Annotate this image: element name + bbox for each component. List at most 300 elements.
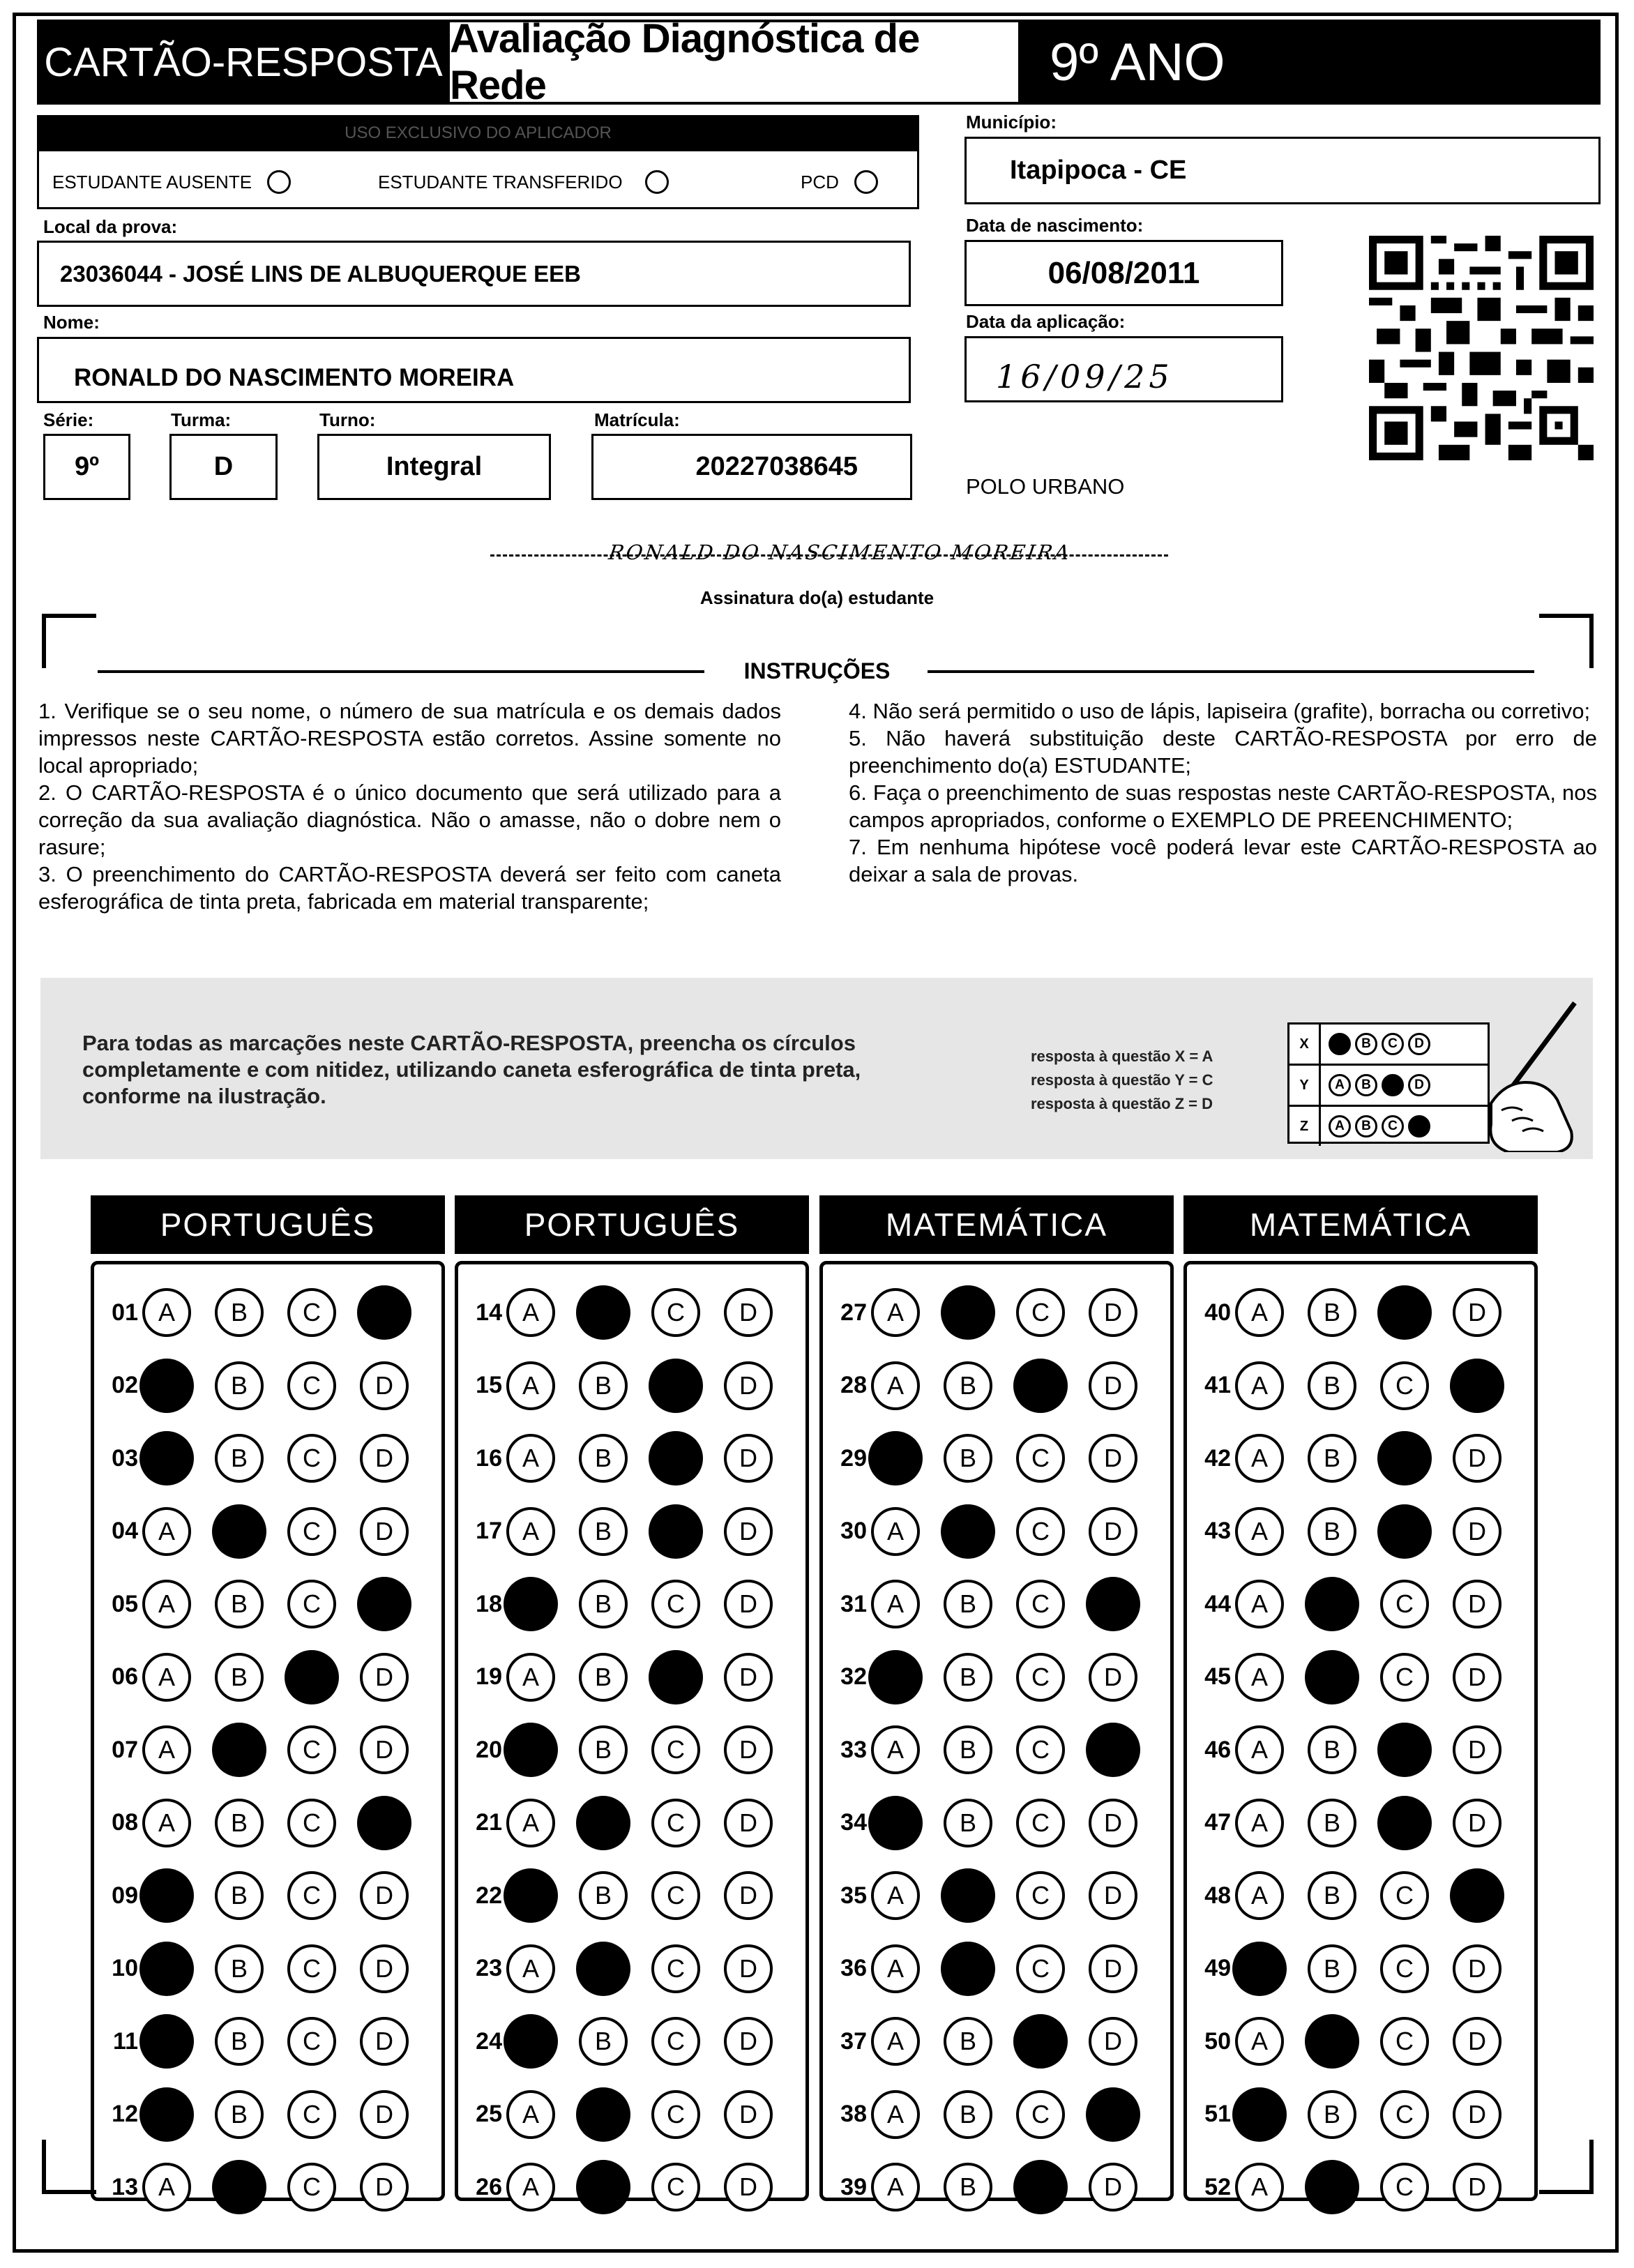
answer-bubble[interactable]: B [944, 1361, 992, 1410]
answer-bubble[interactable]: A [1235, 1507, 1284, 1556]
answer-bubble[interactable]: C [287, 1725, 336, 1774]
answer-bubble[interactable]: D [1453, 2090, 1501, 2139]
answer-bubble[interactable]: A [871, 2090, 920, 2139]
pcd-option[interactable] [801, 170, 878, 194]
answer-bubble[interactable]: B [944, 2017, 992, 2066]
serie-field [43, 434, 130, 500]
question-row [96, 1285, 432, 1340]
municipio-label: Município: [966, 112, 1057, 133]
answer-bubble[interactable]: C [1016, 1580, 1065, 1628]
answer-bubble[interactable]: C [651, 2163, 700, 2212]
answer-bubble[interactable]: C [651, 1799, 700, 1847]
answer-bubble[interactable]: B [215, 2017, 264, 2066]
answer-bubble-filled[interactable] [1305, 1577, 1359, 1631]
answer-bubble[interactable]: A [142, 1507, 191, 1556]
answer-bubble[interactable]: D [1089, 1871, 1137, 1920]
question-row [825, 2087, 1161, 2142]
answer-bubble[interactable]: B [215, 1434, 264, 1483]
question-row [1189, 1722, 1525, 1778]
grade-title: 9º ANO [1050, 32, 1225, 92]
answer-bubble[interactable]: A [506, 1507, 555, 1556]
answer-bubble[interactable]: C [1380, 2163, 1429, 2212]
answer-bubble[interactable]: D [360, 1725, 409, 1774]
answer-bubble[interactable]: D [724, 1799, 773, 1847]
answer-bubble[interactable]: D [1089, 1799, 1137, 1847]
answer-bubble[interactable]: D [1453, 1799, 1501, 1847]
answer-bubble[interactable]: C [287, 1288, 336, 1337]
answer-bubble[interactable]: C [287, 1434, 336, 1483]
answer-bubble-filled[interactable] [868, 1431, 923, 1485]
answer-bubble-filled[interactable] [1086, 1577, 1140, 1631]
answer-bubble[interactable]: B [579, 1871, 628, 1920]
question-row [96, 1722, 432, 1778]
answer-bubble-filled[interactable] [357, 1796, 411, 1850]
legend-z: resposta à questão Z = D [1031, 1095, 1213, 1112]
answer-bubble[interactable]: D [1089, 1434, 1137, 1483]
answer-bubble[interactable]: C [651, 1288, 700, 1337]
answer-bubble[interactable]: B [1308, 1944, 1356, 1993]
answer-bubble-filled[interactable] [1013, 1359, 1068, 1413]
answer-bubble[interactable]: C [651, 2017, 700, 2066]
question-row [1189, 1358, 1525, 1414]
subject-header: MATEMÁTICA [819, 1195, 1174, 1254]
answer-bubble[interactable]: C [1380, 1653, 1429, 1702]
answer-bubble[interactable]: A [506, 1434, 555, 1483]
answer-bubble-filled[interactable] [1305, 1650, 1359, 1704]
legend-y: resposta à questão Y = C [1031, 1071, 1213, 1089]
answer-bubble[interactable]: B [215, 1944, 264, 1993]
card-title: CARTÃO-RESPOSTA [44, 39, 443, 85]
answer-bubble[interactable]: A [871, 1944, 920, 1993]
answer-bubble[interactable]: B [944, 2163, 992, 2212]
answer-bubble[interactable]: D [1089, 2163, 1137, 2212]
answer-bubble[interactable]: B [215, 1653, 264, 1702]
answer-bubble-filled[interactable] [576, 1285, 630, 1340]
answer-bubble-filled[interactable] [1232, 1942, 1287, 1996]
question-number: 14 [476, 1299, 502, 1326]
nascimento-field [964, 240, 1283, 306]
answer-bubble-filled[interactable] [576, 1942, 630, 1996]
answer-bubble[interactable]: B [579, 1507, 628, 1556]
question-number: 13 [112, 2173, 138, 2200]
answer-bubble[interactable]: D [1453, 1653, 1501, 1702]
answer-bubble[interactable]: C [1380, 2090, 1429, 2139]
answer-bubble-filled[interactable] [1086, 2087, 1140, 2142]
signature-caption: Assinatura do(a) estudante [699, 587, 935, 608]
serie-value: 9º [74, 452, 99, 481]
answer-bubble[interactable]: C [1380, 1361, 1429, 1410]
answer-bubble[interactable]: D [1453, 2163, 1501, 2212]
qr-code [1369, 236, 1594, 460]
hand-with-pen-icon [1463, 999, 1582, 1152]
answer-bubble[interactable]: D [724, 1653, 773, 1702]
answer-bubble-filled[interactable] [1377, 1431, 1432, 1485]
example-row [1289, 1107, 1488, 1146]
answer-bubble[interactable]: B [579, 1361, 628, 1410]
question-number: 36 [840, 1955, 867, 1981]
example-bubble: C [1382, 1115, 1404, 1137]
answer-bubble[interactable]: D [1089, 1361, 1137, 1410]
corner-bl-v [42, 2140, 46, 2194]
answer-bubble-filled[interactable] [649, 1504, 703, 1559]
answer-bubble[interactable]: B [1308, 1361, 1356, 1410]
answer-bubble[interactable]: A [1235, 1653, 1284, 1702]
answer-bubble-filled[interactable] [649, 1650, 703, 1704]
question-row [1189, 1504, 1525, 1559]
answer-bubble-filled[interactable] [139, 1942, 194, 1996]
example-bubble-filled [1382, 1074, 1404, 1096]
answer-bubble[interactable]: A [142, 1288, 191, 1337]
question-number: 32 [840, 1663, 867, 1690]
question-number: 18 [476, 1590, 502, 1617]
answer-bubble[interactable]: D [360, 1434, 409, 1483]
question-row [825, 1504, 1161, 1559]
legend-x: resposta à questão X = A [1031, 1048, 1213, 1065]
answer-bubble[interactable]: D [360, 2163, 409, 2212]
grade-title-block [1018, 20, 1601, 105]
answer-bubble[interactable]: D [1453, 1580, 1501, 1628]
example-bubble: C [1382, 1033, 1404, 1055]
answer-bubble[interactable]: A [142, 2163, 191, 2212]
answer-bubble[interactable]: A [1235, 1799, 1284, 1847]
answer-bubble[interactable]: D [1453, 1507, 1501, 1556]
answer-bubble[interactable]: D [1453, 1725, 1501, 1774]
answer-bubble[interactable]: B [1308, 1799, 1356, 1847]
transferred-option[interactable] [378, 170, 669, 194]
answer-bubble[interactable]: C [1016, 1944, 1065, 1993]
answer-bubble[interactable]: D [1089, 2017, 1137, 2066]
answer-bubble-filled[interactable] [576, 2087, 630, 2142]
question-row [460, 1430, 796, 1486]
answer-bubble-filled[interactable] [649, 1359, 703, 1413]
answer-bubble[interactable]: A [506, 1361, 555, 1410]
question-number: 22 [476, 1882, 502, 1909]
answer-bubble[interactable]: B [215, 1799, 264, 1847]
question-row [96, 2087, 432, 2142]
answer-bubble[interactable]: C [287, 1580, 336, 1628]
answer-bubble[interactable]: C [651, 1580, 700, 1628]
answer-bubble-filled[interactable] [1450, 1359, 1504, 1413]
corner-bl-h [42, 2190, 96, 2194]
municipio-value: Itapipoca - CE [1010, 156, 1187, 185]
answer-bubble-filled[interactable] [139, 2014, 194, 2069]
answer-bubble-filled[interactable] [1377, 1285, 1432, 1340]
absent-radio[interactable] [267, 170, 291, 194]
answer-bubble[interactable]: D [724, 1580, 773, 1628]
question-number: 07 [112, 1736, 138, 1763]
subject-header: PORTUGUÊS [455, 1195, 809, 1254]
answer-bubble[interactable]: A [1235, 1580, 1284, 1628]
question-row [1189, 2159, 1525, 2215]
answer-bubble[interactable]: A [871, 1871, 920, 1920]
answer-bubble[interactable]: D [360, 1653, 409, 1702]
question-number: 33 [840, 1736, 867, 1763]
answer-bubble[interactable]: B [1308, 1507, 1356, 1556]
answer-bubble[interactable]: B [215, 2090, 264, 2139]
matricula-value: 20227038645 [695, 452, 858, 481]
answer-bubble[interactable]: C [287, 1799, 336, 1847]
nome-field [37, 337, 911, 403]
answer-bubble-filled[interactable] [139, 1868, 194, 1923]
answer-bubble[interactable]: C [287, 1944, 336, 1993]
question-row [460, 1358, 796, 1414]
answer-bubble[interactable]: D [1453, 1944, 1501, 1993]
answer-bubble[interactable]: B [944, 2090, 992, 2139]
question-row [1189, 1430, 1525, 1486]
polo-text: POLO URBANO [966, 474, 1125, 499]
answer-bubble[interactable]: A [871, 2163, 920, 2212]
example-bubble-filled [1408, 1115, 1430, 1137]
answer-bubble[interactable]: B [579, 1725, 628, 1774]
instructions-title: INSTRUÇÕES [743, 658, 891, 683]
answer-bubble[interactable]: D [724, 2090, 773, 2139]
answer-bubble[interactable]: C [1380, 1944, 1429, 1993]
nascimento-value: 06/08/2011 [1047, 255, 1200, 290]
question-row [1189, 1576, 1525, 1632]
answer-bubble[interactable]: A [1235, 1725, 1284, 1774]
question-row [460, 1795, 796, 1851]
answer-bubble[interactable]: A [871, 2017, 920, 2066]
nome-value: RONALD DO NASCIMENTO MOREIRA [74, 363, 515, 391]
answer-bubble[interactable]: B [215, 1871, 264, 1920]
answer-bubble[interactable]: D [724, 1434, 773, 1483]
answer-bubble-filled[interactable] [941, 1942, 995, 1996]
answer-bubble[interactable]: B [579, 1653, 628, 1702]
instruction-1: 1. Verifique se o seu nome, o número de sua matrícula e os demais dados impressos neste CARTÃO-RESPOSTA estão corretos. Assine somente no local apropriado; [38, 699, 781, 778]
answer-bubble[interactable]: B [1308, 1871, 1356, 1920]
pcd-radio[interactable] [854, 170, 878, 194]
answer-bubble[interactable]: A [1235, 1361, 1284, 1410]
answer-bubble[interactable]: C [651, 2090, 700, 2139]
answer-bubble-filled[interactable] [504, 1868, 558, 1923]
answer-bubble-filled[interactable] [1377, 1723, 1432, 1777]
answer-bubble-filled[interactable] [1013, 2014, 1068, 2069]
question-row [96, 2159, 432, 2215]
example-row [1289, 1066, 1488, 1107]
answer-bubble[interactable]: D [360, 2017, 409, 2066]
answer-bubble[interactable]: A [1235, 2017, 1284, 2066]
question-row [460, 1504, 796, 1559]
answer-bubble-filled[interactable] [1013, 2160, 1068, 2214]
example-bubble: B [1355, 1074, 1377, 1096]
answer-bubble[interactable]: B [944, 1653, 992, 1702]
answer-bubble-filled[interactable] [212, 1723, 266, 1777]
answer-bubble[interactable]: D [724, 1944, 773, 1993]
turma-field [169, 434, 278, 500]
answer-bubble-filled[interactable] [1377, 1504, 1432, 1559]
answer-bubble[interactable]: A [871, 1288, 920, 1337]
instruction-5: 5. Não haverá substituição deste CARTÃO-RESPOSTA por erro de preenchimento do(a) ESTUDANTE; [849, 726, 1597, 778]
answer-bubble[interactable]: B [1308, 1434, 1356, 1483]
answer-bubble[interactable]: C [287, 2090, 336, 2139]
answer-bubble[interactable]: C [287, 1361, 336, 1410]
fill-example-panel [40, 978, 1593, 1159]
answer-bubble-filled[interactable] [1305, 2160, 1359, 2214]
answer-bubble[interactable]: C [1016, 1871, 1065, 1920]
answer-bubble[interactable]: C [287, 2017, 336, 2066]
answer-bubble[interactable]: A [1235, 1288, 1284, 1337]
answer-bubble-filled[interactable] [649, 1431, 703, 1485]
answer-bubble-filled[interactable] [941, 1504, 995, 1559]
answer-bubble-filled[interactable] [1305, 2014, 1359, 2069]
question-number: 34 [840, 1809, 867, 1836]
answer-bubble[interactable]: A [1235, 1871, 1284, 1920]
answer-bubble[interactable]: B [944, 1725, 992, 1774]
answer-bubble-filled[interactable] [1377, 1796, 1432, 1850]
answer-bubble[interactable]: D [724, 1725, 773, 1774]
question-row [460, 2087, 796, 2142]
answer-bubble[interactable]: C [651, 1725, 700, 1774]
absent-label: ESTUDANTE AUSENTE [52, 171, 252, 192]
answer-bubble[interactable]: B [944, 1799, 992, 1847]
answer-bubble[interactable]: D [724, 2163, 773, 2212]
answer-bubble[interactable]: D [724, 1361, 773, 1410]
answer-bubble-filled[interactable] [504, 1723, 558, 1777]
answer-bubble-filled[interactable] [357, 1285, 411, 1340]
answer-bubble[interactable]: B [579, 1580, 628, 1628]
answer-bubble[interactable]: D [724, 1507, 773, 1556]
answer-bubble-filled[interactable] [212, 2160, 266, 2214]
answer-bubble[interactable]: D [1453, 2017, 1501, 2066]
answer-bubble[interactable]: A [871, 1507, 920, 1556]
answer-bubble[interactable]: A [506, 1288, 555, 1337]
question-number: 27 [840, 1299, 867, 1326]
answer-bubble[interactable]: B [1308, 2090, 1356, 2139]
answer-bubble[interactable]: C [1380, 1871, 1429, 1920]
question-number: 42 [1204, 1444, 1231, 1472]
answer-bubble[interactable]: A [506, 1799, 555, 1847]
answer-bubble[interactable]: B [215, 1288, 264, 1337]
answer-bubble[interactable]: A [1235, 1434, 1284, 1483]
answer-bubble[interactable]: A [871, 1580, 920, 1628]
answer-bubble-filled[interactable] [1232, 2087, 1287, 2142]
answer-bubble[interactable]: D [360, 1507, 409, 1556]
answer-bubble[interactable]: C [1380, 2017, 1429, 2066]
question-number: 20 [476, 1736, 502, 1763]
answer-bubble-filled[interactable] [139, 2087, 194, 2142]
question-number: 26 [476, 2173, 502, 2200]
question-row [825, 1358, 1161, 1414]
answer-bubble-filled[interactable] [357, 1577, 411, 1631]
answer-bubble[interactable]: D [1089, 1507, 1137, 1556]
answer-bubble[interactable]: B [944, 1434, 992, 1483]
answer-bubble[interactable]: C [1016, 1653, 1065, 1702]
aplicacao-field [964, 336, 1283, 402]
answer-bubble-filled[interactable] [868, 1796, 923, 1850]
answer-bubble[interactable]: A [142, 1799, 191, 1847]
answer-bubble[interactable]: C [651, 1871, 700, 1920]
question-number: 38 [840, 2101, 867, 2127]
answer-bubble-filled[interactable] [212, 1504, 266, 1559]
answer-bubble[interactable]: A [506, 2163, 555, 2212]
answer-bubble[interactable]: A [506, 1944, 555, 1993]
answer-bubble[interactable]: A [506, 2090, 555, 2139]
answer-bubble[interactable]: D [1089, 1653, 1137, 1702]
answer-bubble[interactable]: D [1089, 1288, 1137, 1337]
question-number: 52 [1204, 2173, 1231, 2200]
local-label: Local da prova: [43, 216, 178, 237]
transferred-label: ESTUDANTE TRANSFERIDO [378, 171, 623, 192]
question-number: 45 [1204, 1663, 1231, 1690]
answer-bubble-filled[interactable] [1450, 1868, 1504, 1923]
question-row [825, 1941, 1161, 1997]
answer-bubble[interactable]: C [287, 1871, 336, 1920]
answer-bubble[interactable]: B [215, 1361, 264, 1410]
answer-bubble[interactable]: A [142, 1653, 191, 1702]
answer-bubble[interactable]: C [1016, 1725, 1065, 1774]
answer-bubble[interactable]: D [724, 2017, 773, 2066]
answer-bubble[interactable]: A [871, 1361, 920, 1410]
question-row [1189, 1941, 1525, 1997]
corner-br-v [1589, 2140, 1594, 2194]
answer-bubble-filled[interactable] [1086, 1723, 1140, 1777]
answer-bubble[interactable]: B [1308, 1288, 1356, 1337]
answer-bubble[interactable]: A [506, 1653, 555, 1702]
transferred-radio[interactable] [645, 170, 669, 194]
answer-bubble[interactable]: C [651, 1944, 700, 1993]
answer-bubble[interactable]: C [287, 1507, 336, 1556]
absent-option[interactable] [52, 170, 291, 194]
example-bubble: D [1408, 1074, 1430, 1096]
example-bubble-filled [1329, 1033, 1351, 1055]
answer-bubble-filled[interactable] [139, 1359, 194, 1413]
answer-bubble[interactable]: C [1016, 1507, 1065, 1556]
corner-tl-h [42, 614, 96, 618]
answer-bubble[interactable]: D [724, 1871, 773, 1920]
answer-bubble[interactable]: D [360, 2090, 409, 2139]
answer-bubble[interactable]: C [1016, 1434, 1065, 1483]
answer-bubble[interactable]: C [1016, 2090, 1065, 2139]
answer-bubble[interactable]: C [287, 2163, 336, 2212]
answer-bubble[interactable]: D [724, 1288, 773, 1337]
answer-bubble-filled[interactable] [504, 1577, 558, 1631]
answer-bubble[interactable]: C [1016, 1799, 1065, 1847]
answer-bubble[interactable]: A [871, 1725, 920, 1774]
answer-bubble[interactable]: C [1380, 1580, 1429, 1628]
answer-bubble[interactable]: B [579, 2017, 628, 2066]
answer-bubble-filled[interactable] [576, 1796, 630, 1850]
answer-bubble-filled[interactable] [868, 1650, 923, 1704]
answer-bubble[interactable]: B [944, 1580, 992, 1628]
answer-bubble[interactable]: D [1453, 1288, 1501, 1337]
question-number: 11 [113, 2027, 138, 2055]
question-row [460, 1941, 796, 1997]
question-row [96, 1430, 432, 1486]
answer-bubble-filled[interactable] [941, 1868, 995, 1923]
answer-bubble[interactable]: B [215, 1580, 264, 1628]
answer-bubble-filled[interactable] [285, 1650, 339, 1704]
question-number: 19 [476, 1663, 502, 1690]
answer-bubble[interactable]: C [1016, 1288, 1065, 1337]
answer-bubble[interactable]: D [360, 1361, 409, 1410]
answer-bubble[interactable]: D [1453, 1434, 1501, 1483]
answer-bubble[interactable]: D [1089, 1944, 1137, 1993]
answer-bubble[interactable]: A [142, 1725, 191, 1774]
answer-bubble[interactable]: B [579, 1434, 628, 1483]
answer-bubble-filled[interactable] [941, 1285, 995, 1340]
question-row [825, 2013, 1161, 2069]
answer-bubble[interactable]: A [1235, 2163, 1284, 2212]
answer-bubble-filled[interactable] [576, 2160, 630, 2214]
answer-bubble-filled[interactable] [139, 1431, 194, 1485]
question-row [825, 2159, 1161, 2215]
question-row [825, 1430, 1161, 1486]
answer-bubble[interactable]: D [360, 1871, 409, 1920]
answer-bubble[interactable]: D [360, 1944, 409, 1993]
answer-bubble[interactable]: A [142, 1580, 191, 1628]
answer-bubble-filled[interactable] [504, 2014, 558, 2069]
answer-bubble[interactable]: B [1308, 1725, 1356, 1774]
